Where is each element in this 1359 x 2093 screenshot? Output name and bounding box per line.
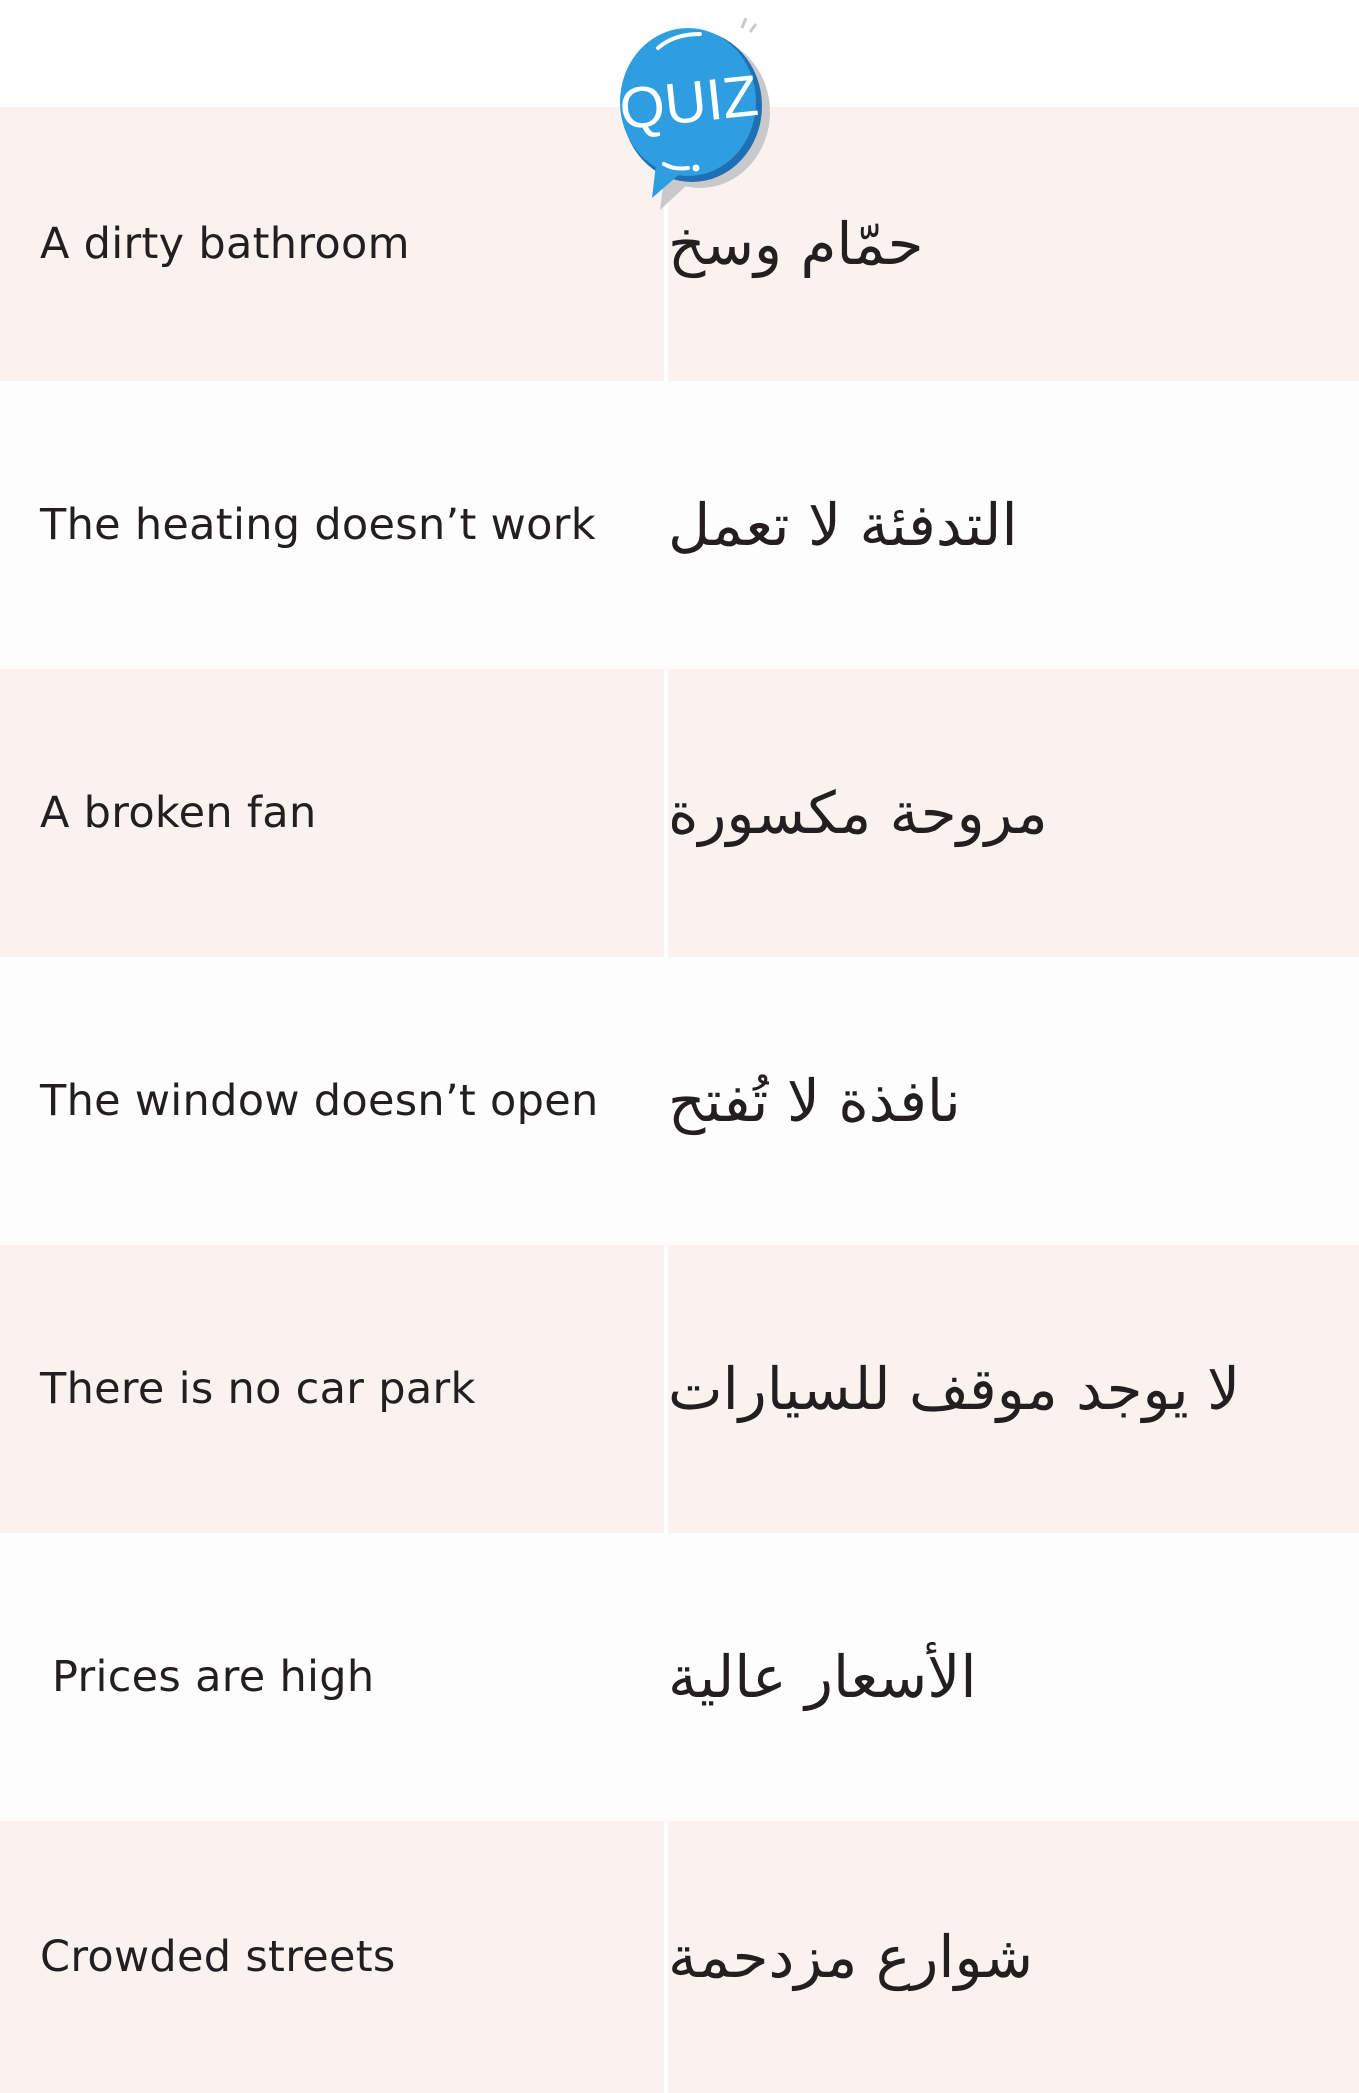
english-phrase: The window doesn’t open — [40, 1076, 599, 1126]
arabic-phrase: لا يوجد موقف للسيارات — [668, 1355, 1241, 1423]
table-row — [0, 957, 1359, 1245]
english-phrase: There is no car park — [40, 1364, 476, 1414]
arabic-phrase: نافذة لا تُفتح — [668, 1067, 961, 1135]
vocabulary-table — [0, 107, 1359, 2093]
arabic-phrase: شوارع مزدحمة — [668, 1923, 1034, 1991]
arabic-phrase: التدفئة لا تعمل — [668, 491, 1018, 559]
table-row — [0, 669, 1359, 957]
arabic-phrase: الأسعار عالية — [668, 1643, 977, 1711]
english-phrase: A broken fan — [40, 788, 317, 838]
quiz-speech-bubble-icon — [604, 14, 774, 210]
arabic-phrase: حمّام وسخ — [668, 210, 924, 278]
table-row — [0, 1821, 1359, 2093]
english-phrase: Crowded streets — [40, 1932, 396, 1982]
english-phrase: The heating doesn’t work — [40, 500, 596, 550]
quiz-badge-text: QUIZ — [616, 62, 762, 143]
quiz-badge — [604, 14, 774, 210]
table-row — [0, 1533, 1359, 1821]
english-phrase: A dirty bathroom — [40, 219, 410, 269]
arabic-phrase: مروحة مكسورة — [668, 779, 1048, 847]
english-phrase: Prices are high — [52, 1652, 375, 1702]
table-row — [0, 1245, 1359, 1533]
table-row — [0, 381, 1359, 669]
